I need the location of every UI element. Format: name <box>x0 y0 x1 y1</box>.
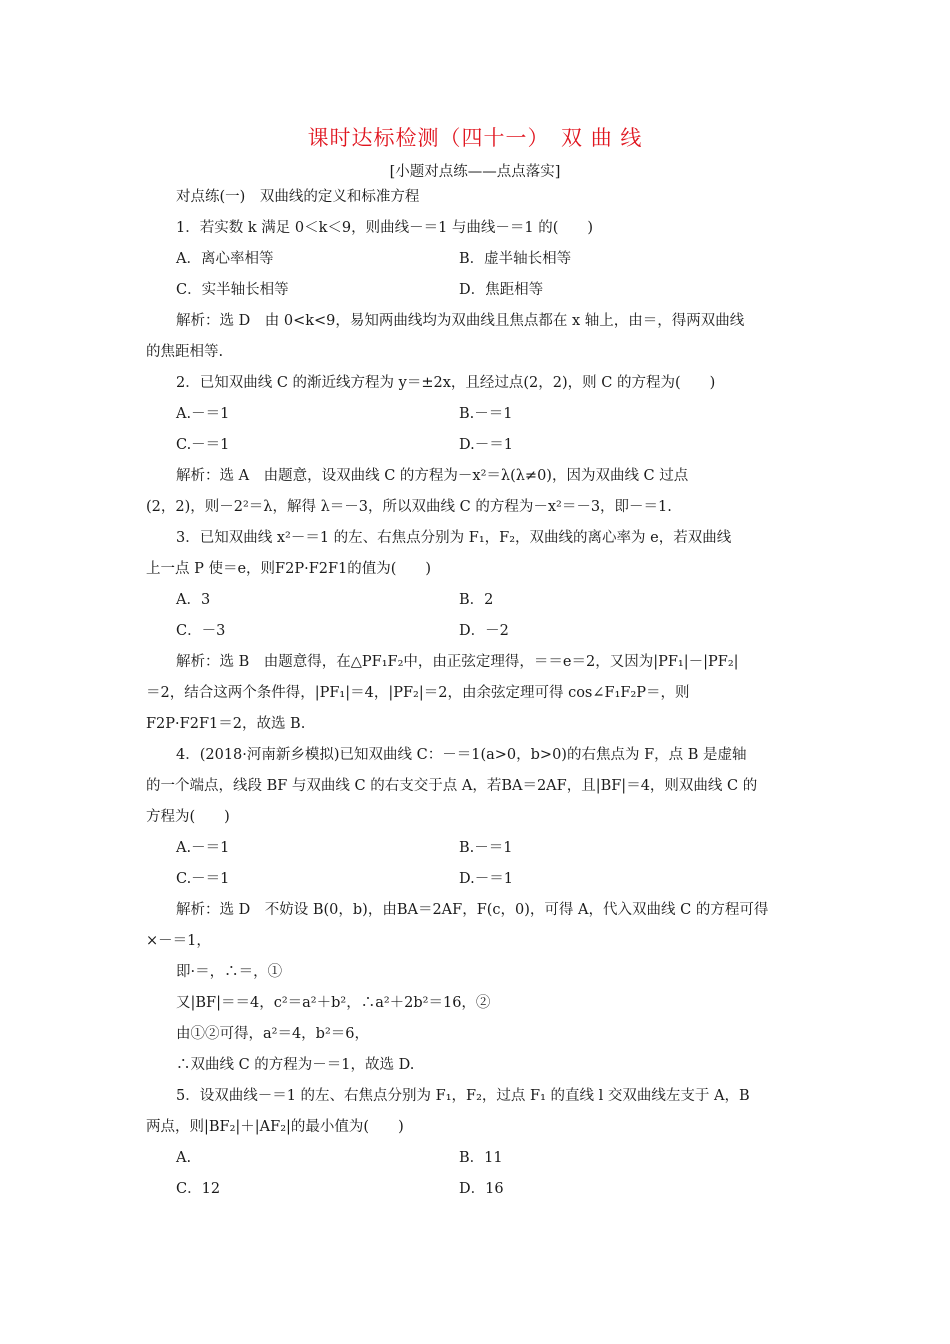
q4-option-b: B.－＝1 <box>459 840 513 856</box>
q2-option-c: C.－＝1 <box>176 437 230 453</box>
q2-stem: 2．已知双曲线 C 的渐近线方程为 y＝±2x，且经过点(2，2)，则 C 的方程为( ) <box>176 375 716 391</box>
q3-solution-line: F2P·F2F1＝2，故选 B. <box>146 716 306 732</box>
q4-solution-line: ×－＝1， <box>146 933 211 949</box>
q5-stem: 两点，则|BF₂|＋|AF₂|的最小值为( ) <box>146 1119 404 1135</box>
q1-solution-line: 的焦距相等. <box>146 344 224 360</box>
q3-option-a: A．3 <box>176 592 211 608</box>
q1-option-b: B．虚半轴长相等 <box>459 251 572 267</box>
q3-option-b: B．2 <box>459 592 494 608</box>
section-heading: 对点练(一) 双曲线的定义和标准方程 <box>176 189 420 205</box>
q3-solution-line: ＝2，结合这两个条件得，|PF₁|＝4，|PF₂|＝2，由余弦定理可得 cos∠F₁F₂P＝，则 <box>146 685 690 701</box>
q4-option-a: A.－＝1 <box>176 840 230 856</box>
q3-stem: 上一点 P 使＝e，则F2P·F2F1的值为( ) <box>146 561 432 577</box>
q4-option-d: D.－＝1 <box>459 871 513 887</box>
q2-option-a: A.－＝1 <box>176 406 230 422</box>
q2-option-b: B.－＝1 <box>459 406 513 422</box>
q1-solution-line: 解析：选 D 由 0<k<9，易知两曲线均为双曲线且焦点都在 x 轴上，由＝，得两双曲线 <box>176 313 745 329</box>
q3-stem: 3．已知双曲线 x²－＝1 的左、右焦点分别为 F₁，F₂，双曲线的离心率为 e，若双曲线 <box>176 530 732 546</box>
q4-stem: 4．(2018·河南新乡模拟)已知双曲线 C：－＝1(a>0，b>0)的右焦点为 F，点 B 是虚轴 <box>176 747 747 763</box>
q4-solution-line: 解析：选 D 不妨设 B(0，b)，由BA＝2AF，F(c，0)，可得 A，代入双曲线 C 的方程可得 <box>176 902 769 918</box>
q4-option-c: C.－＝1 <box>176 871 230 887</box>
page-subtitle: [小题对点练——点点落实] <box>389 164 561 180</box>
q2-solution-line: 解析：选 A 由题意，设双曲线 C 的方程为－x²＝λ(λ≠0)，因为双曲线 C 过点 <box>176 468 689 484</box>
q5-option-d: D．16 <box>459 1181 504 1197</box>
q1-stem: 1．若实数 k 满足 0＜k＜9，则曲线－＝1 与曲线－＝1 的( ) <box>176 220 594 236</box>
q4-solution-line: 又|BF|＝＝4，c²＝a²＋b²，∴a²＋2b²＝16，② <box>176 995 491 1011</box>
q5-option-b: B．11 <box>459 1150 503 1166</box>
q3-option-c: C．－3 <box>176 623 226 639</box>
q4-solution-line: 即·＝，∴＝，① <box>176 964 283 980</box>
page-title: 课时达标检测（四十一） 双 曲 线 <box>307 126 643 150</box>
q5-option-a: A. <box>176 1150 192 1166</box>
q4-solution-line: ∴双曲线 C 的方程为－＝1，故选 D. <box>176 1057 415 1073</box>
q5-stem: 5．设双曲线－＝1 的左、右焦点分别为 F₁，F₂，过点 F₁ 的直线 l 交双曲线左支于 A，B <box>176 1088 750 1104</box>
q1-option-d: D．焦距相等 <box>459 282 544 298</box>
q5-option-c: C．12 <box>176 1181 221 1197</box>
q4-stem: 方程为( ) <box>146 809 230 825</box>
q2-option-d: D.－＝1 <box>459 437 513 453</box>
q4-stem: 的一个端点，线段 BF 与双曲线 C 的右支交于点 A，若BA＝2AF，且|BF|＝4，则双曲线 C 的 <box>146 778 758 794</box>
q3-solution-line: 解析：选 B 由题意得，在△PF₁F₂中，由正弦定理得，＝＝e＝2，又因为|PF₁|－|PF₂| <box>176 654 739 670</box>
q2-solution-line: (2，2)，则－2²＝λ，解得 λ＝－3，所以双曲线 C 的方程为－x²＝－3，即－＝1. <box>146 499 672 515</box>
q3-option-d: D．－2 <box>459 623 509 639</box>
q1-option-c: C．实半轴长相等 <box>176 282 289 298</box>
q4-solution-line: 由①②可得，a²＝4，b²＝6， <box>176 1026 370 1042</box>
q1-option-a: A．离心率相等 <box>176 251 274 267</box>
